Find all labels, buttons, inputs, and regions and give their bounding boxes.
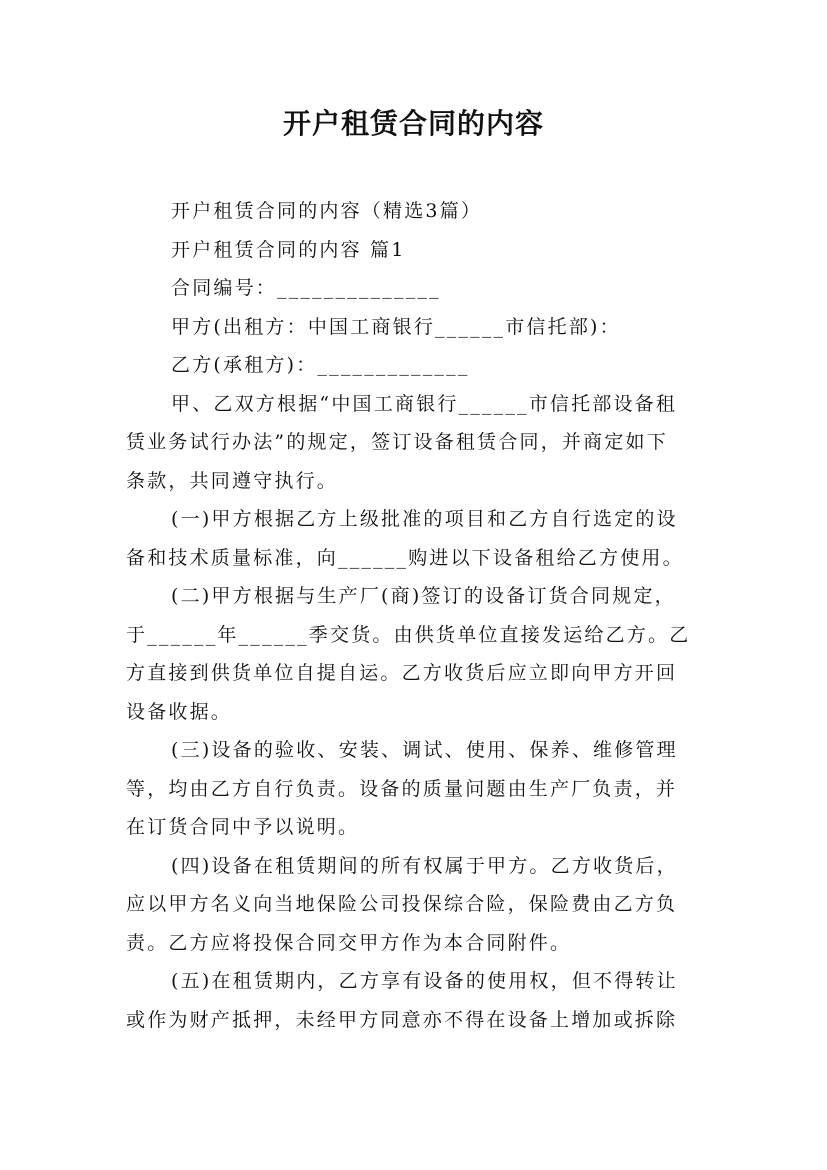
clause-2-line: (二)甲方根据与生产厂(商)签订的设备订货合同规定，: [171, 585, 676, 607]
clause-2-line: 设备收据。: [126, 700, 233, 723]
clause-5-line: (五)在租赁期内，乙方享有设备的使用权，但不得转让: [171, 970, 678, 992]
clause-3-line: 等，均由乙方自行负责。设备的质量问题由生产厂负责，并: [126, 777, 678, 800]
clause-5-line: 或作为财产抵押，未经甲方同意亦不得在设备上增加或拆除: [126, 1008, 678, 1031]
document-body: [126, 192, 722, 1039]
document-title: 开户租赁合同的内容: [282, 107, 544, 140]
clause-2-line: 于______年______季交货。由供货单位直接发运给乙方。乙: [126, 623, 691, 646]
clause-3-line: (三)设备的验收、安装、调试、使用、保养、维修管理: [171, 739, 678, 761]
clause-1-line: (一)甲方根据乙方上级批准的项目和乙方自行选定的设: [171, 508, 678, 530]
clause-4-line: 应以甲方名义向当地保险公司投保综合险，保险费由乙方负: [126, 893, 678, 915]
paragraph-line: 赁业务试行办法”的规定，签订设备租赁合同，并商定如下: [126, 431, 668, 453]
party-b-line: 乙方(承租方)：_____________: [171, 354, 470, 376]
clause-4-line: 责。乙方应将投保合同交甲方作为本合同附件。: [126, 931, 572, 954]
clause-3-line: 在订货合同中予以说明。: [126, 816, 360, 838]
clause-1-line: 备和技术质量标准，向______购进以下设备租给乙方使用。: [126, 546, 684, 569]
section-heading: 开户租赁合同的内容 篇1: [171, 238, 406, 261]
clause-2-line: 方直接到供货单位自提自运。乙方收货后应立即向甲方开回: [126, 662, 678, 684]
party-a-line: 甲方(出租方：中国工商银行______市信托部)：: [171, 315, 621, 338]
subtitle-line: 开户租赁合同的内容（精选3篇）: [171, 200, 483, 222]
clause-4-line: (四)设备在租赁期间的所有权属于甲方。乙方收货后，: [171, 854, 678, 877]
paragraph-line: 甲、乙双方根据“中国工商银行______市信托部设备租: [171, 392, 678, 415]
paragraph-line: 条款，共同遵守执行。: [126, 469, 339, 492]
contract-number-line: 合同编号：______________: [171, 277, 441, 299]
